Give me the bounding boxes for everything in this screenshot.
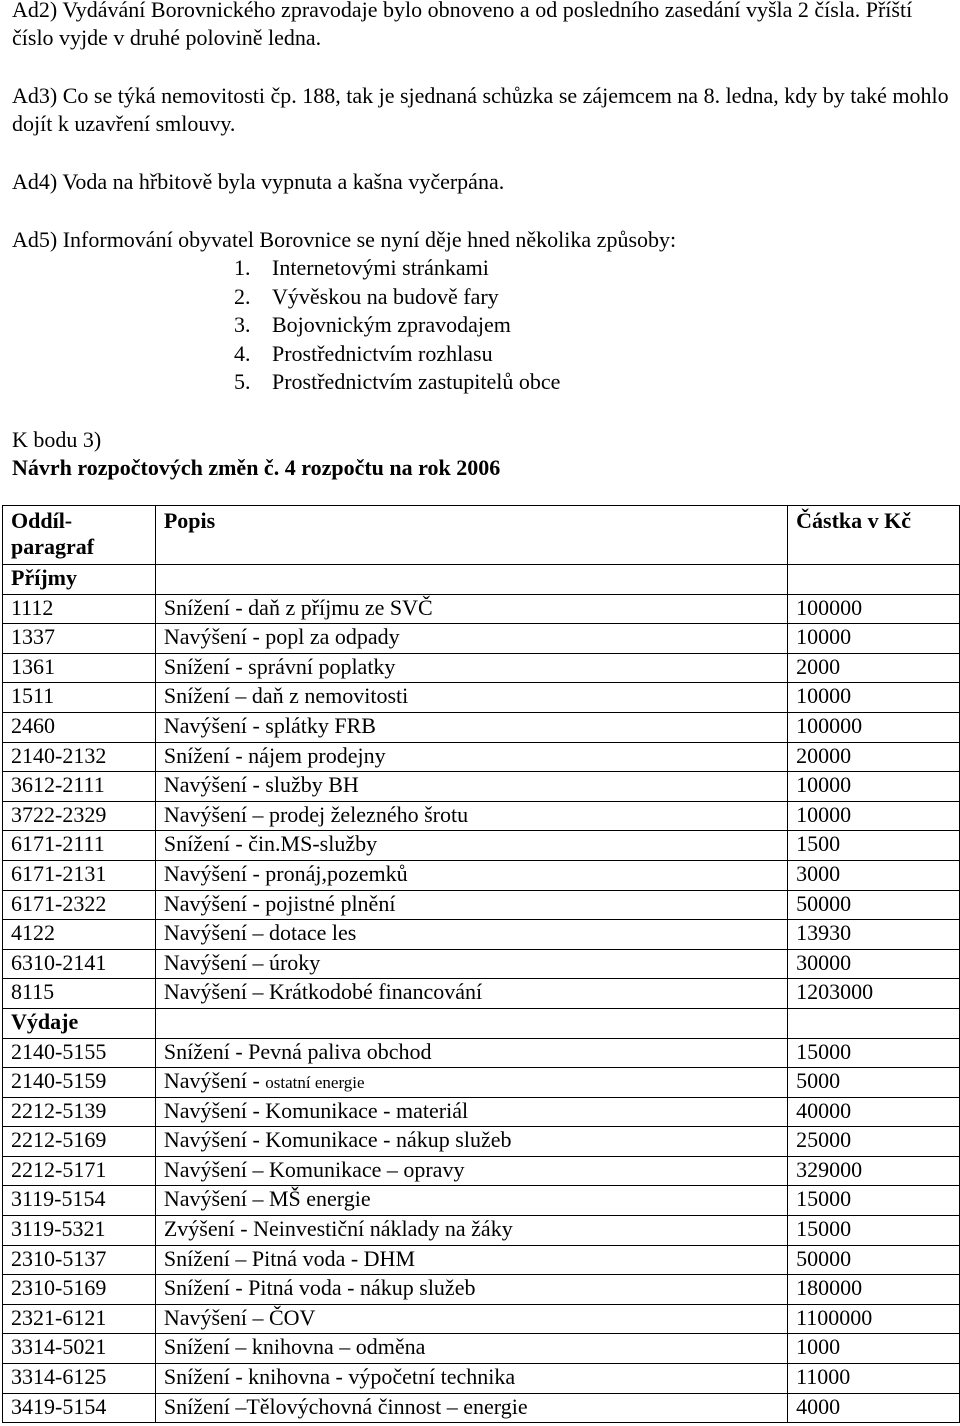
cell-amount: 5000 — [788, 1068, 960, 1098]
description-text: Snížení - knihovna - výpočetní technika — [163, 1364, 516, 1390]
description-text: Snížení – daň z nemovitosti — [163, 683, 409, 709]
section-label: K bodu 3) — [12, 427, 102, 452]
cell-code: 3314-5021 — [3, 1334, 156, 1364]
cell-amount: 15000 — [788, 1216, 960, 1246]
table-row — [3, 890, 960, 920]
list-text: Prostřednictvím zastupitelů obce — [272, 369, 561, 395]
table-row — [3, 683, 960, 713]
description-text: Navýšení – ČOV — [163, 1304, 316, 1330]
header-code: Oddíl-paragraf — [3, 506, 156, 565]
description-text: Navýšení – MŠ energie — [163, 1186, 371, 1212]
cell-code: 3314-6125 — [3, 1364, 156, 1394]
cell-amount: 50000 — [788, 890, 960, 920]
description-text: Navýšení - Komunikace - nákup služeb — [163, 1127, 512, 1153]
expense-label: Výdaje — [3, 1008, 156, 1038]
description-text: Navýšení - pojistné plnění — [163, 890, 396, 916]
cell-amount: 10000 — [788, 624, 960, 654]
cell-code: 3722-2329 — [3, 801, 156, 831]
cell-description — [155, 801, 787, 831]
cell-code: 2321-6121 — [3, 1304, 156, 1334]
description-text: Navýšení - služby BH — [163, 772, 359, 798]
cell-code: 2212-5169 — [3, 1127, 156, 1157]
cell-description — [155, 920, 787, 950]
cell-description — [155, 1393, 787, 1423]
cell-code: 8115 — [3, 979, 156, 1009]
cell-amount: 10000 — [788, 772, 960, 802]
table-row — [3, 860, 960, 890]
paragraph-ad3: Ad3) Co se týká nemovitosti čp. 188, tak je sjednaná schůzka se zájemcem na 8. ledna, kdy by také mohlo dojít k uzavření smlouvy. — [12, 83, 949, 136]
cell-description — [155, 1038, 787, 1068]
cell-description — [155, 594, 787, 624]
table-row — [3, 653, 960, 683]
cell-description — [155, 860, 787, 890]
cell-code: 6171-2322 — [3, 890, 156, 920]
cell-amount: 100000 — [788, 712, 960, 742]
cell-description — [155, 1304, 787, 1334]
cell-code: 2212-5171 — [3, 1156, 156, 1186]
cell-description — [155, 772, 787, 802]
cell-code: 6171-2111 — [3, 831, 156, 861]
description-text: Navýšení - pronáj,pozemků — [163, 860, 408, 886]
paragraph-ad2: Ad2) Vydávání Borovnického zpravodaje bylo obnoveno a od posledního zasedání vyšla 2 čísla. Příští číslo vyjde v druhé polovině ledna. — [12, 0, 913, 50]
cell-amount: 13930 — [788, 920, 960, 950]
cell-description — [155, 1127, 787, 1157]
cell-code: 3119-5154 — [3, 1186, 156, 1216]
cell-amount: 40000 — [788, 1097, 960, 1127]
cell-code: 1337 — [3, 624, 156, 654]
cell-code: 4122 — [3, 920, 156, 950]
description-text: Snížení - správní poplatky — [163, 653, 396, 679]
description-text: Snížení - nájem prodejny — [163, 742, 386, 768]
table-row — [3, 712, 960, 742]
table-row — [3, 801, 960, 831]
cell-code: 3119-5321 — [3, 1216, 156, 1246]
cell-amount: 329000 — [788, 1156, 960, 1186]
description-text: Snížení - Pitná voda - nákup služeb — [163, 1275, 476, 1301]
cell-amount: 11000 — [788, 1364, 960, 1394]
cell-amount: 50000 — [788, 1245, 960, 1275]
cell-amount: 20000 — [788, 742, 960, 772]
list-number: 4. — [234, 340, 251, 366]
list-item — [234, 254, 560, 283]
cell-description — [155, 1364, 787, 1394]
table-row — [3, 1245, 960, 1275]
description-text: Navýšení - splátky FRB — [163, 712, 376, 738]
cell-code: 1511 — [3, 683, 156, 713]
cell-code: 2140-5155 — [3, 1038, 156, 1068]
income-section-row — [3, 565, 960, 595]
header-description: Popis — [155, 506, 787, 565]
cell-amount: 4000 — [788, 1393, 960, 1423]
cell-code: 2310-5137 — [3, 1245, 156, 1275]
description-text: Snížení – Pitná voda - DHM — [163, 1245, 416, 1271]
cell-description — [155, 831, 787, 861]
cell-description — [155, 1097, 787, 1127]
list-text: Internetovými stránkami — [272, 255, 489, 280]
cell-amount: 1500 — [788, 831, 960, 861]
table-row — [3, 772, 960, 802]
cell-amount: 10000 — [788, 683, 960, 713]
header-amount: Částka v Kč — [788, 506, 960, 565]
cell-description — [155, 1275, 787, 1305]
list-item — [234, 283, 560, 312]
cell-code: 2460 — [3, 712, 156, 742]
cell-amount: 1100000 — [788, 1304, 960, 1334]
cell-description — [155, 1334, 787, 1364]
cell-description — [155, 1245, 787, 1275]
cell-amount: 2000 — [788, 653, 960, 683]
cell-description — [155, 653, 787, 683]
income-label: Příjmy — [3, 565, 156, 595]
description-text: Snížení - Pevná paliva obchod — [163, 1038, 432, 1064]
list-number: 5. — [234, 369, 251, 395]
table-row — [3, 831, 960, 861]
list-item — [234, 368, 560, 397]
cell-description — [155, 1068, 787, 1098]
paragraph-ad5: Ad5) Informování obyvatel Borovnice se nyní děje hned několika způsoby: — [12, 227, 677, 252]
table-row — [3, 1186, 960, 1216]
description-text: Navýšení - — [163, 1068, 266, 1094]
cell-code: 2140-2132 — [3, 742, 156, 772]
cell-amount: 1203000 — [788, 979, 960, 1009]
description-text: Navýšení – Komunikace – opravy — [163, 1156, 465, 1182]
table-row — [3, 1364, 960, 1394]
cell-description — [155, 683, 787, 713]
cell-amount: 10000 — [788, 801, 960, 831]
cell-code: 6171-2131 — [3, 860, 156, 890]
budget-changes-table — [2, 505, 960, 1423]
table-row — [3, 742, 960, 772]
cell-amount: 1000 — [788, 1334, 960, 1364]
information-methods-list — [234, 254, 560, 397]
list-number: 2. — [234, 283, 251, 309]
cell-code: 3612-2111 — [3, 772, 156, 802]
cell-code: 3419-5154 — [3, 1393, 156, 1423]
section-heading: Návrh rozpočtových změn č. 4 rozpočtu na rok 2006 — [12, 455, 501, 480]
cell-description — [155, 979, 787, 1009]
table-row — [3, 1156, 960, 1186]
cell-description — [155, 1186, 787, 1216]
cell-amount: 15000 — [788, 1186, 960, 1216]
list-text: Prostřednictvím rozhlasu — [272, 340, 493, 366]
description-text: Navýšení – prodej železného šrotu — [163, 801, 469, 827]
table-row — [3, 624, 960, 654]
expense-section-row — [3, 1008, 960, 1038]
table-row — [3, 1334, 960, 1364]
table-row — [3, 594, 960, 624]
table-row — [3, 949, 960, 979]
description-text: Zvýšení - Neinvestiční náklady na žáky — [163, 1216, 513, 1242]
list-item — [234, 311, 560, 340]
cell-amount: 30000 — [788, 949, 960, 979]
cell-amount: 100000 — [788, 594, 960, 624]
table-row — [3, 1304, 960, 1334]
description-text: Navýšení - Komunikace - materiál — [163, 1097, 469, 1123]
table-row — [3, 1097, 960, 1127]
cell-code: 2310-5169 — [3, 1275, 156, 1305]
list-text: Vývěskou na budově fary — [272, 283, 499, 309]
cell-amount: 180000 — [788, 1275, 960, 1305]
cell-description — [155, 949, 787, 979]
cell-code: 1112 — [3, 594, 156, 624]
cell-description — [155, 712, 787, 742]
cell-code: 1361 — [3, 653, 156, 683]
description-text: Snížení - čin.MS-služby — [163, 831, 378, 857]
list-text: Bojovnickým zpravodajem — [272, 312, 511, 338]
table-row — [3, 920, 960, 950]
description-text: Snížení – knihovna – odměna — [163, 1334, 426, 1360]
cell-code: 6310-2141 — [3, 949, 156, 979]
cell-amount: 3000 — [788, 860, 960, 890]
table-row — [3, 1393, 960, 1423]
table-row — [3, 1068, 960, 1098]
cell-amount: 25000 — [788, 1127, 960, 1157]
cell-description — [155, 742, 787, 772]
cell-code: 2140-5159 — [3, 1068, 156, 1098]
cell-description — [155, 890, 787, 920]
table-row — [3, 979, 960, 1009]
description-text: Navýšení - popl za odpady — [163, 624, 400, 650]
list-number: 3. — [234, 312, 251, 338]
list-item — [234, 340, 560, 369]
cell-description — [155, 1216, 787, 1246]
cell-amount: 15000 — [788, 1038, 960, 1068]
table-row — [3, 1275, 960, 1305]
list-number: 1. — [234, 255, 251, 280]
table-row — [3, 1216, 960, 1246]
cell-description — [155, 624, 787, 654]
description-text: Navýšení – Krátkodobé financování — [163, 979, 483, 1005]
description-text: Snížení - daň z příjmu ze SVČ — [163, 594, 433, 620]
description-text: Snížení –Tělovýchovná činnost – energie — [163, 1393, 528, 1419]
description-small-text: ostatní energie — [265, 1073, 365, 1093]
table-row — [3, 1038, 960, 1068]
description-text: Navýšení – úroky — [163, 949, 321, 975]
cell-code: 2212-5139 — [3, 1097, 156, 1127]
paragraph-ad4: Ad4) Voda na hřbitově byla vypnuta a kašna vyčerpána. — [12, 169, 505, 194]
cell-description — [155, 1156, 787, 1186]
table-header-row — [3, 506, 960, 565]
description-text: Navýšení – dotace les — [163, 920, 357, 946]
table-row — [3, 1127, 960, 1157]
